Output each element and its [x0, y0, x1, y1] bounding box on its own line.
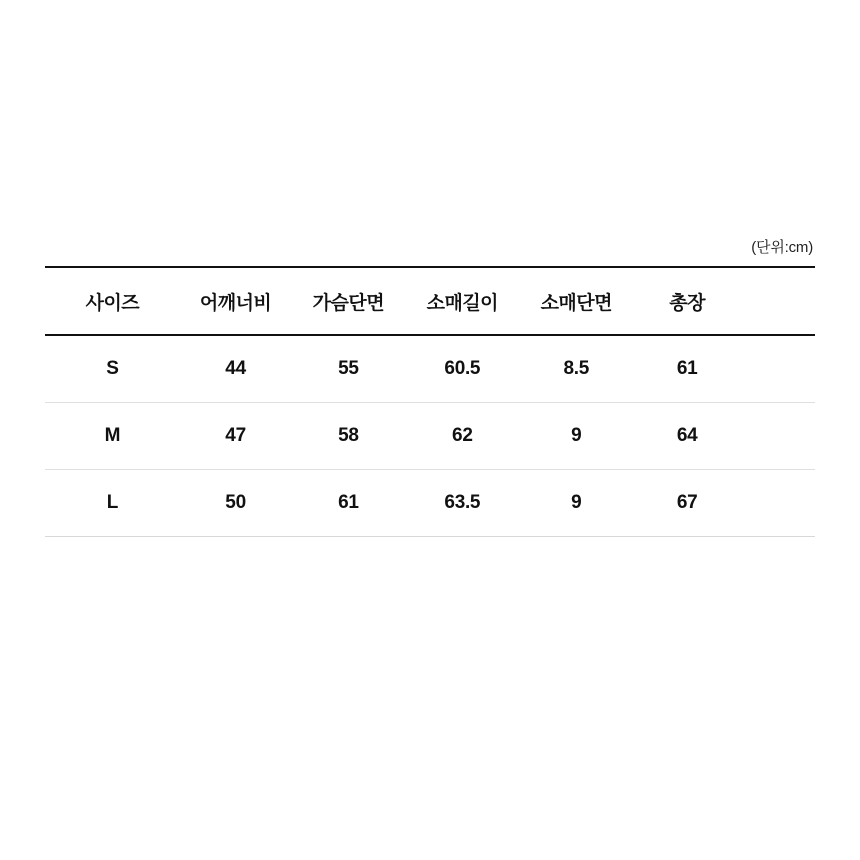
unit-note: (단위:cm)	[751, 239, 813, 256]
cell-shoulder: 50	[225, 492, 246, 513]
cell-total-length: 64	[676, 425, 698, 446]
cell-spacer	[741, 403, 815, 470]
cell-size: S	[106, 358, 119, 379]
cell-chest: 61	[338, 492, 359, 513]
table-header-cell-total-length: 총장	[669, 293, 705, 314]
cell-size: M	[104, 425, 121, 446]
cell-shoulder: 47	[225, 425, 246, 446]
cell-chest: 55	[338, 358, 359, 379]
table-row	[45, 470, 815, 537]
table-header-cell-shoulder: 어깨너비	[199, 293, 272, 314]
cell-sleeve-width: 8.5	[563, 358, 590, 379]
table-header-cell-sleeve-width: 소매단면	[540, 293, 612, 314]
cell-spacer	[741, 470, 815, 537]
cell-sleeve-length: 62	[452, 425, 473, 446]
table-header-cell-sleeve-length: 소매길이	[426, 293, 499, 314]
table-header-cell-chest: 가슴단면	[312, 293, 385, 314]
cell-chest: 58	[338, 425, 359, 446]
table-header-cell-size: 사이즈	[85, 293, 140, 314]
table-header-row	[45, 267, 815, 335]
cell-sleeve-length: 63.5	[444, 492, 481, 513]
size-table-body	[45, 335, 815, 537]
size-table-head	[45, 267, 815, 335]
cell-shoulder: 44	[225, 358, 246, 379]
cell-total-length: 67	[676, 492, 698, 513]
table-row	[45, 403, 815, 470]
size-chart-container	[45, 236, 815, 537]
cell-sleeve-width: 9	[571, 492, 582, 513]
cell-sleeve-length: 60.5	[444, 358, 481, 379]
cell-total-length: 61	[676, 358, 698, 379]
cell-size: L	[106, 492, 119, 513]
size-table	[45, 266, 815, 537]
table-header-cell-spacer	[741, 267, 815, 335]
cell-sleeve-width: 9	[571, 425, 582, 446]
cell-spacer	[741, 335, 815, 403]
table-row	[45, 335, 815, 403]
